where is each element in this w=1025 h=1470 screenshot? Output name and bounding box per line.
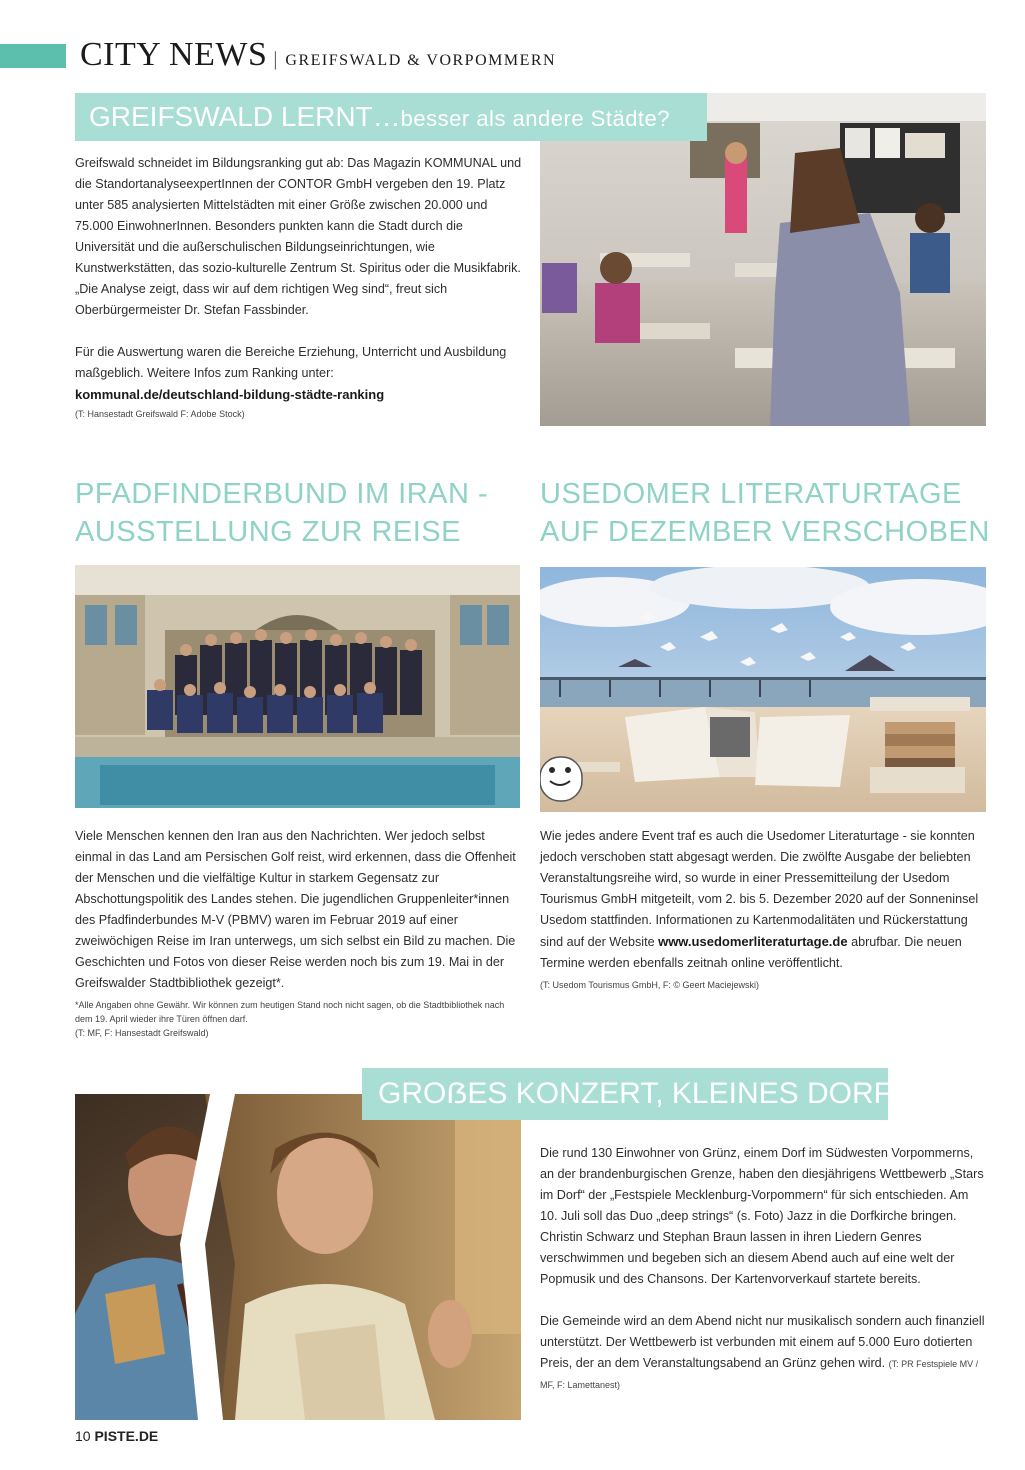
article3-text-b: abrufbar. Die neuen Termine werden ebenfalls zeitnah online veröffentlicht. <box>540 935 962 970</box>
masthead-separator: | <box>273 48 278 70</box>
article4-paragraph-2 <box>540 1311 986 1395</box>
article3-text-a: Wie jedes andere Event traf es auch die Usedomer Literaturtage - sie konnten jedoch verschoben statt abgesagt werden. Die zwölfte Ausgabe der beliebten Veranstaltungsreihe wird, so wurde in einer Pressemitteilung der Usedom Tourismus GmbH mitgeteilt, vom 2. bis 5. Dezember 2020 auf der Sonneninsel Usedom stattfinden. Informationen zu Kartenmodalitäten und Rückerstattung sind auf der Website <box>540 829 979 949</box>
classroom-photo <box>540 93 986 426</box>
article3-link[interactable]: www.usedomerliteraturtage.de <box>658 934 848 949</box>
article2-headline <box>75 475 488 551</box>
article3-headline <box>540 475 990 551</box>
article3-headline-line2: AUF DEZEMBER VERSCHOBEN <box>540 516 990 548</box>
article2-headline-line1: PFADFINDERBUND IM IRAN - <box>75 478 489 510</box>
article2-paragraph: Viele Menschen kennen den Iran aus den Nachrichten. Wer jedoch selbst einmal in das Land am Persischen Golf reist, wird erkennen, dass die Offenheit der Menschen und die vielfältige Kultur in starkem Gegensatz zur Abschottungspolitik des Landes stehen. Die jugendlichen Gruppenleiter*innen des Pfadfinderbundes M-V (PBMV) waren im Februar 2019 auf einer zweiwöchigen Reise im Iran unterwegs, um sich selbst ein Bild zu machen. Die Geschichten und Fotos von dieser Reise werden noch bis zum 19. Mai in der Greifswalder Stadtbibliothek gezeigt*. <box>75 829 516 990</box>
article2-note: *Alle Angaben ohne Gewähr. Wir können zum heutigen Stand noch nicht sagen, ob die Stadtbibliothek nach dem 19. April wieder ihre Türen öffnen darf. <box>75 1000 505 1024</box>
page-footer <box>75 1428 158 1444</box>
article1-headline-main: GREIFSWALD LERNT… <box>89 101 401 132</box>
article1-link[interactable]: kommunal.de/deutschland-bildung-städte-ranking <box>75 387 385 402</box>
article1-paragraph-1: Greifswald schneidet im Bildungsranking gut ab: Das Magazin KOMMUNAL und die StandortanalyseexpertInnen der CONTOR GmbH vergeben den 19. Platz unter 585 analysierten Mittelstädten mit einer Größe zwischen 20.000 und 75.000 EinwohnerInnen. Besonders punkten kann die Stadt durch die Universität und die außerschulischen Bildungseinrichtungen, wie Kunstwerkstätten, das sozio-kulturelle Zentrum St. Spiritus oder die Musikfabrik. „Die Analyse zeigt, dass wir auf dem richtigen Weg sind“, freut sich Oberbürgermeister Dr. Stefan Fassbinder. <box>75 156 522 317</box>
article4-paragraph-2-text: Die Gemeinde wird an dem Abend nicht nur musikalisch sondern auch finanziell unterstützt. Der Wettbewerb ist verbunden mit einem auf 5.000 Euro dotierten Preis, der an dem Veranstaltungsabend an Grünz gehen wird. <box>540 1314 985 1370</box>
section-subtitle: GREIFSWALD & VORPOMMERN <box>285 52 557 69</box>
article3-headline-line1: USEDOMER LITERATURTAGE <box>540 478 962 510</box>
article1-paragraph-2: Für die Auswertung waren die Bereiche Erziehung, Unterricht und Ausbildung maßgeblich. Weitere Infos zum Ranking unter: <box>75 345 507 380</box>
header-accent-bar <box>0 44 66 68</box>
article1-headline <box>75 93 707 141</box>
article4-credit: (T: PR Festspiele MV / MF, F: Lamettanest) <box>540 1359 979 1390</box>
article1-headline-small: besser als andere Städte? <box>400 106 671 131</box>
deep-strings-duo-photo <box>75 1094 521 1420</box>
article3-body <box>540 826 986 992</box>
iran-group-photo <box>75 565 520 808</box>
article4-paragraph-1: Die rund 130 Einwohner von Grünz, einem Dorf im Südwesten Vorpommerns, an der brandenburgischen Grenze, haben den diesjährigens Wettbewerb „Stars im Dorf“ der „Festspiele Mecklenburg-Vorpommern“ für sich entschieden. Am 10. Juli soll das Duo „deep strings“ (s. Foto) Jazz in die Dorfkirche bringen. Christin Schwarz und Stephan Braun lassen in ihren Liedern Genres verschwimmen und begeben sich an diesem Abend auch auf eine welt der Popmusik und des Chansons. Der Kartenvorverkauf startete bereits. <box>540 1146 984 1286</box>
page-number: 10 <box>75 1428 91 1444</box>
article3-paragraph <box>540 826 986 974</box>
article1-body <box>75 153 523 421</box>
masthead <box>80 36 556 74</box>
article4-body <box>540 1143 986 1395</box>
article3-credit: (T: Usedom Tourismus GmbH, F: © Geert Maciejewski) <box>540 980 760 990</box>
article2-credit: (T: MF, F: Hansestadt Greifswald) <box>75 1028 209 1038</box>
article2-body <box>75 826 523 1040</box>
article4-headline: GROẞES KONZERT, KLEINES DORF <box>362 1068 888 1120</box>
article1-credit: (T: Hansestadt Greifswald F: Adobe Stock) <box>75 409 245 419</box>
brand-name[interactable]: PISTE.DE <box>94 1428 159 1444</box>
section-title: CITY NEWS <box>80 36 268 73</box>
article2-headline-line2: AUSSTELLUNG ZUR REISE <box>75 516 461 548</box>
usedom-beach-books-photo <box>540 567 986 812</box>
